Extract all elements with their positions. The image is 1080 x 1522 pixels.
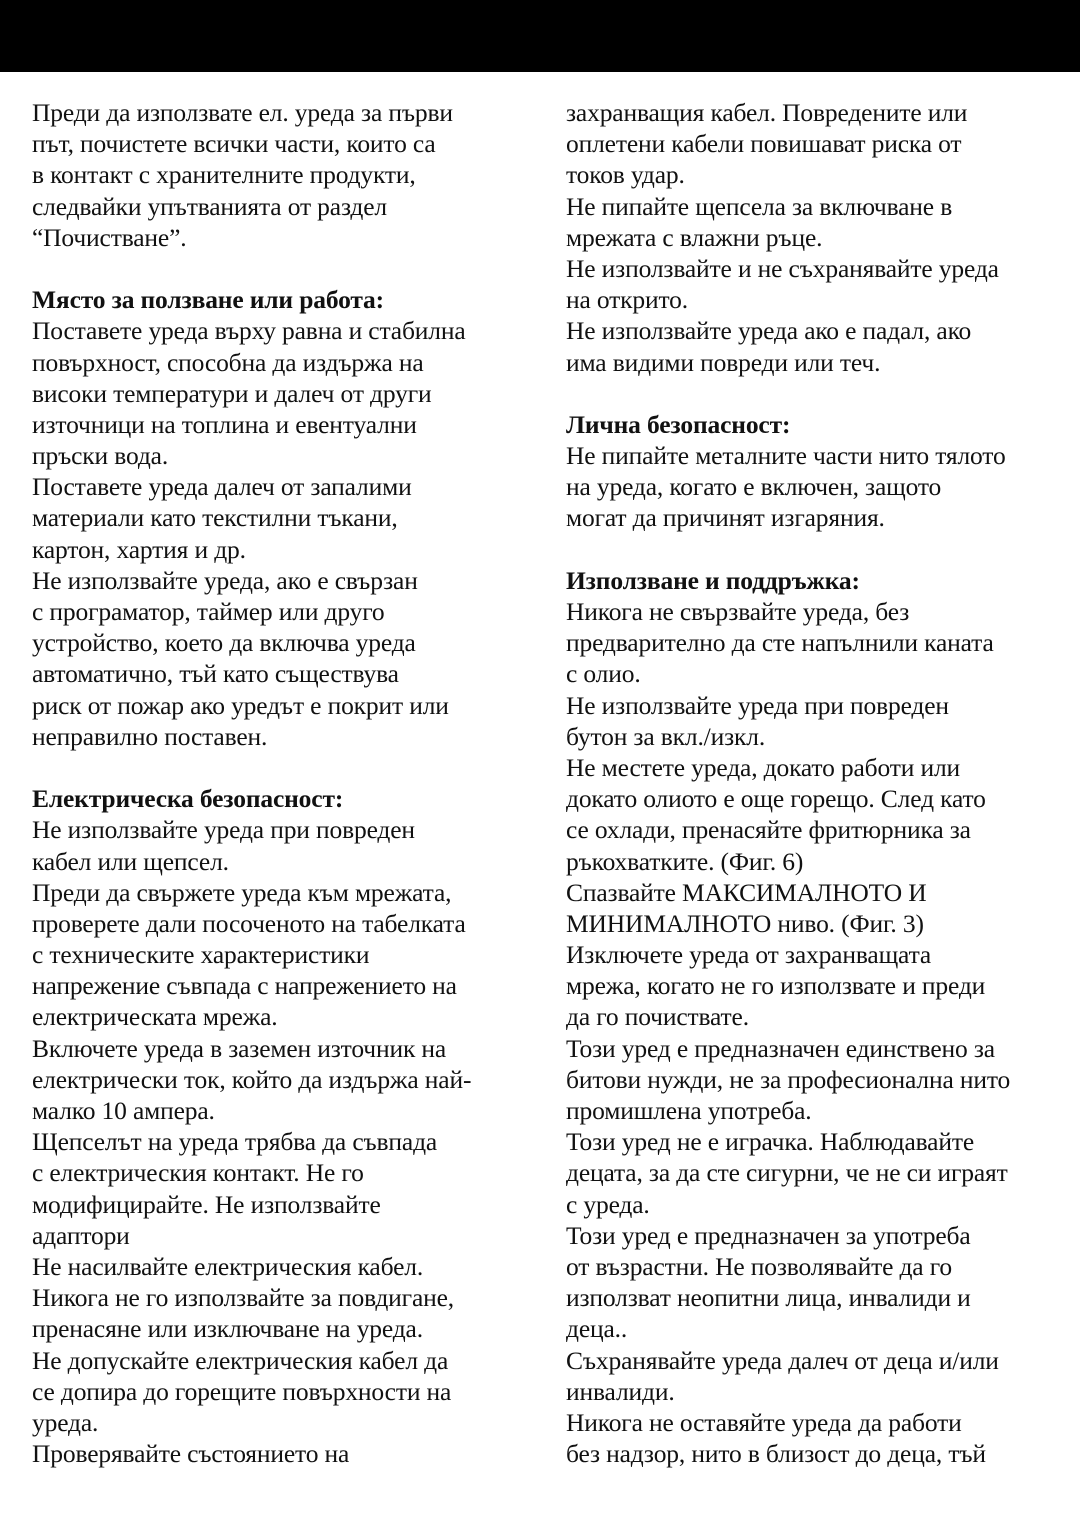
text-line: докато олиото е още горещо. След като (566, 784, 986, 814)
text-line: Не пипайте металните части нито тялото (566, 441, 1006, 471)
text-line: ръкохватките. (Фиг. 6) (566, 846, 804, 876)
section-heading: Електрическа безопасност: (32, 784, 344, 814)
text-line: се допира до горещите повърхности на (32, 1376, 452, 1406)
text-line: кабел или щепсел. (32, 846, 229, 876)
text-line: автоматично, тъй като съществува (32, 659, 399, 689)
text-line: Не използвайте уреда при повреден (566, 690, 949, 720)
text-line: инвалиди. (566, 1376, 675, 1406)
text-line: Този уред е предназначен за употреба (566, 1220, 971, 1250)
text-line: захранващия кабел. Повредените или (566, 98, 968, 127)
text-line: модифицирайте. Не използвайте (32, 1189, 381, 1219)
blank-line (566, 534, 1056, 565)
text-line: уреда. (32, 1407, 99, 1437)
text-line: Този уред е предназначен единствено за (566, 1033, 995, 1063)
right-column (566, 97, 1056, 1469)
text-line: да го почиствате. (566, 1002, 749, 1032)
text-line: Спазвайте МАКСИМАЛНОТО И (566, 877, 927, 907)
text-line: предварително да сте напълнили каната (566, 628, 994, 658)
text-line: без надзор, нито в близост до деца, тъй (566, 1439, 986, 1469)
text-line: Не пипайте щепсела за включване в (566, 191, 953, 221)
text-line: електрическата мрежа. (32, 1002, 278, 1032)
text-line: токов удар. (566, 160, 685, 190)
text-line: високи температури и далеч от други (32, 378, 432, 408)
text-line: Не местете уреда, докато работи или (566, 752, 961, 782)
text-line: Преди да свържете уреда към мрежата, (32, 877, 452, 907)
text-line: Не насилвайте електрическия кабел. (32, 1251, 424, 1281)
text-line: в контакт с хранителните продукти, (32, 160, 416, 190)
text-line: на открито. (566, 285, 688, 315)
text-line: Не използвайте уреда ако е падал, ако (566, 316, 972, 346)
text-line: Не използвайте уреда при повреден (32, 815, 415, 845)
text-line: МИНИМАЛНОТО ниво. (Фиг. 3) (566, 908, 924, 938)
text-line: картон, хартия и др. (32, 534, 246, 564)
text-line: риск от пожар ако уредът е покрит или (32, 690, 449, 720)
text-line: Никога не свързвайте уреда, без (566, 597, 910, 626)
left-column (32, 97, 542, 1469)
text-line: път, почистете всички части, които са (32, 129, 436, 159)
text-line: електрически ток, който да издържа най- (32, 1064, 472, 1094)
text-line: мрежа, когато не го използвате и преди (566, 971, 986, 1001)
text-line: използват неопитни лица, инвалиди и (566, 1283, 971, 1313)
section-heading: Място за ползване или работа: (32, 285, 384, 315)
text-line: мрежата с влажни ръце. (566, 222, 823, 252)
text-line: бутон за вкл./изкл. (566, 721, 766, 751)
text-line: адаптори (32, 1220, 130, 1250)
text-line: Не използвайте уреда, ако е свързан (32, 565, 418, 595)
text-line: децата, за да сте сигурни, че не си играят (566, 1158, 1008, 1188)
blank-line (32, 253, 542, 284)
section-heading: Лична безопасност: (566, 409, 791, 439)
text-line: Преди да използвате ел. уреда за първи (32, 98, 453, 127)
text-line: Не допускайте електрическия кабел да (32, 1345, 449, 1375)
text-line: неправилно поставен. (32, 721, 268, 751)
text-line: източници на топлина и евентуални (32, 409, 417, 439)
blank-line (32, 752, 542, 783)
blank-line (566, 378, 1056, 409)
text-line: Не използвайте и не съхранявайте уреда (566, 253, 999, 283)
text-line: от възрастни. Не позволявайте да го (566, 1251, 952, 1281)
text-line: промишлена употреба. (566, 1096, 812, 1125)
text-line: с техническите характеристики (32, 940, 370, 970)
text-line: се охлади, пренасяйте фритюрника за (566, 815, 971, 845)
text-line: материали като текстилни тъкани, (32, 503, 398, 533)
section-heading: Използване и поддръжка: (566, 565, 860, 595)
text-line: повърхност, способна да издържа на (32, 347, 424, 377)
text-line: Никога не оставяйте уреда да работи (566, 1407, 962, 1437)
text-line: оплетени кабели повишават риска от (566, 129, 962, 159)
text-line: напрежение съвпада с напрежението на (32, 971, 457, 1001)
text-line: на уреда, когато е включен, защото (566, 472, 942, 502)
text-line: Поставете уреда върху равна и стабилна (32, 316, 466, 346)
text-line: Изключете уреда от захранващата (566, 940, 932, 970)
text-line: проверете дали посоченото на табелката (32, 908, 466, 938)
text-line: следвайки упътванията от раздел (32, 191, 387, 221)
text-line: Съхранявайте уреда далеч от деца и/или (566, 1345, 999, 1375)
text-line: битови нужди, не за професионална нито (566, 1064, 1011, 1094)
text-line: Щепселът на уреда трябва да съвпада (32, 1127, 438, 1157)
header-bar (0, 0, 1080, 72)
text-line: Никога не го използвайте за повдигане, (32, 1283, 455, 1313)
text-line: с електрическия контакт. Не го (32, 1158, 364, 1188)
text-line: с уреда. (566, 1189, 650, 1219)
text-line: с програматор, таймер или друго (32, 597, 385, 626)
text-line: пръски вода. (32, 441, 169, 471)
text-line: Проверявайте състоянието на (32, 1439, 350, 1469)
text-line: с олио. (566, 659, 641, 689)
text-line: могат да причинят изгаряния. (566, 503, 885, 533)
text-line: пренасяне или изключване на уреда. (32, 1314, 423, 1344)
text-line: Поставете уреда далеч от запалими (32, 472, 412, 502)
text-line: Този уред не е играчка. Наблюдавайте (566, 1127, 974, 1157)
text-line: малко 10 ампера. (32, 1096, 215, 1125)
text-line: деца.. (566, 1314, 628, 1344)
text-line: “Почистване”. (32, 222, 187, 252)
text-line: Включете уреда в заземен източник на (32, 1033, 447, 1063)
text-line: има видими повреди или теч. (566, 347, 881, 377)
text-line: устройство, което да включва уреда (32, 628, 416, 658)
